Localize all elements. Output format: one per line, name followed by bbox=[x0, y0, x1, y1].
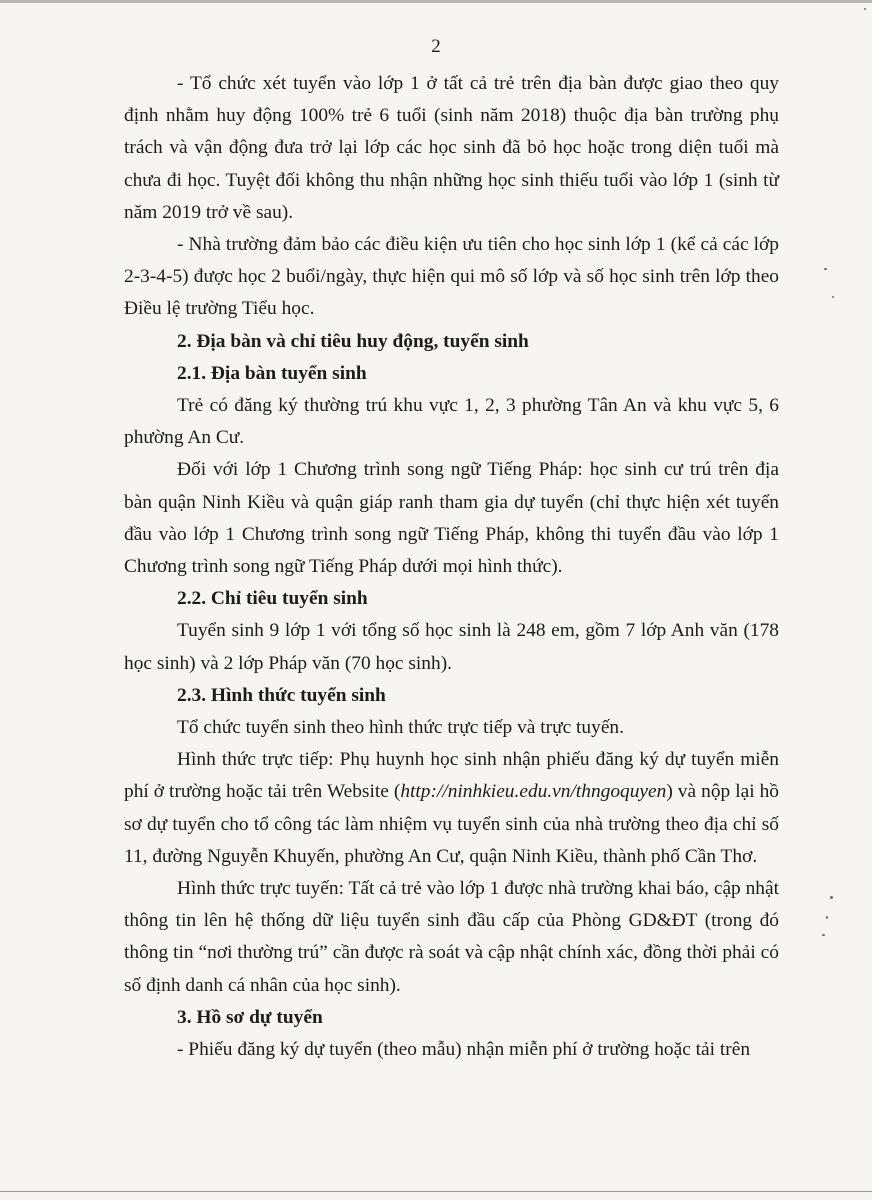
scan-speck bbox=[824, 268, 827, 270]
direct-admission-text: Hình thức trực tiếp: Phụ huynh học sinh nhận phiếu đăng ký dự tuyển miễn phí ở trường hoặc tải trên Website ( bbox=[124, 749, 779, 803]
paragraph-french-program: Đối với lớp 1 Chương trình song ngữ Tiếng Pháp: học sinh cư trú trên địa bàn quận Ninh Kiều và quận giáp ranh tham gia dự tuyển (chỉ thực hiện xét tuyển đầu vào lớp 1 Chương trình song ngữ Tiếng Pháp, không thi tuyển đầu vào lớp 1 Chương trình song ngữ Tiếng Pháp dưới mọi hình thức). bbox=[124, 459, 779, 578]
heading-section-2-2: 2.2. Chỉ tiêu tuyển sinh bbox=[177, 588, 368, 610]
document-body bbox=[124, 68, 779, 1066]
scan-speck bbox=[864, 8, 866, 10]
paragraph-direct-admission bbox=[124, 744, 779, 873]
paragraph-priority-conditions: - Nhà trường đảm bảo các điều kiện ưu tiên cho học sinh lớp 1 (kể cả các lớp 2-3-4-5) được học 2 buổi/ngày, thực hiện qui mô số lớp và số học sinh trên lớp theo Điều lệ trường Tiểu học. bbox=[124, 234, 779, 320]
scan-bottom-edge bbox=[0, 1191, 872, 1192]
scan-speck bbox=[822, 934, 825, 936]
scan-top-edge bbox=[0, 0, 872, 3]
direct-admission-text-cont: ) và nộp lại hồ sơ dự tuyển cho tổ công tác làm nhiệm vụ tuyển sinh của nhà trường theo địa chỉ số 11, đường Nguyễn Khuyến, phường An Cư, quận Ninh Kiều, thành phố Cần Thơ. bbox=[124, 781, 779, 867]
paragraph-online-admission: Hình thức trực tuyến: Tất cả trẻ vào lớp 1 được nhà trường khai báo, cập nhật thông tin lên hệ thống dữ liệu tuyển sinh đầu cấp của Phòng GD&ĐT (trong đó thông tin “nơi thường trú” cần được rà soát và cập nhật chính xác, đồng thời phải có số định danh cá nhân của học sinh). bbox=[124, 878, 779, 996]
paragraph-admission-forms: Tổ chức tuyển sinh theo hình thức trực tiếp và trực tuyến. bbox=[177, 717, 624, 739]
paragraph-residence-area: Trẻ có đăng ký thường trú khu vực 1, 2, 3 phường Tân An và khu vực 5, 6 phường An Cư. bbox=[124, 395, 779, 449]
scan-speck bbox=[826, 916, 828, 919]
heading-section-3: 3. Hồ sơ dự tuyển bbox=[177, 1006, 323, 1028]
scan-speck bbox=[832, 296, 834, 298]
heading-section-2-1: 2.1. Địa bàn tuyển sinh bbox=[177, 362, 367, 384]
paragraph-application-form: - Phiếu đăng ký dự tuyển (theo mẫu) nhận miễn phí ở trường hoặc tải trên bbox=[177, 1039, 751, 1061]
scan-speck bbox=[830, 896, 833, 899]
paragraph-admission-scope: - Tổ chức xét tuyển vào lớp 1 ở tất cả trẻ trên địa bàn được giao theo quy định nhằm huy động 100% trẻ 6 tuổi (sinh năm 2018) thuộc địa bàn trường phụ trách và vận động đưa trở lại lớp các học sinh đã bỏ học hoặc trong diện tuổi mà chưa đi học. Tuyệt đối không thu nhận những học sinh thiếu tuổi vào lớp 1 (sinh từ năm 2019 trở về sau). bbox=[124, 73, 779, 223]
paragraph-quota: Tuyển sinh 9 lớp 1 với tổng số học sinh là 248 em, gồm 7 lớp Anh văn (178 học sinh) và 2 lớp Pháp văn (70 học sinh). bbox=[124, 620, 779, 674]
heading-section-2-3: 2.3. Hình thức tuyển sinh bbox=[177, 684, 386, 706]
website-link[interactable]: http://ninhkieu.edu.vn/thngoquyen bbox=[400, 781, 667, 803]
page-number: 2 bbox=[431, 36, 441, 57]
heading-section-2: 2. Địa bàn và chỉ tiêu huy động, tuyển sinh bbox=[177, 330, 529, 352]
